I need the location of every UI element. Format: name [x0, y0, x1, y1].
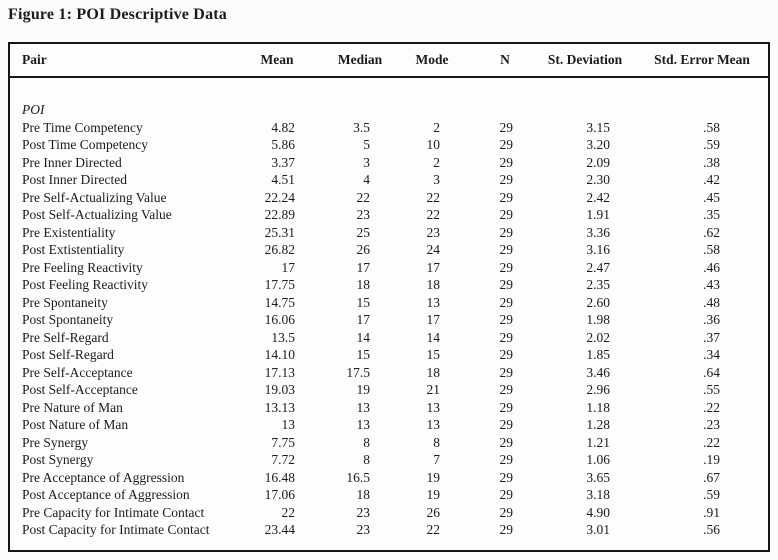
- cell-st-deviation: 3.65: [586, 469, 610, 485]
- cell-std-error-mean: .43: [703, 277, 720, 292]
- cell-st-deviation: 3.46: [586, 364, 610, 380]
- cell-st-deviation: 2.35: [586, 277, 610, 292]
- cell-pair: Post Self-Actualizing Value: [22, 207, 172, 222]
- cell-st-deviation: 3.16: [586, 242, 610, 257]
- figure-title: Figure 1: POI Descriptive Data: [8, 6, 227, 23]
- cell-mode: 18: [426, 364, 440, 380]
- cell-mean: 14.75: [264, 294, 295, 310]
- table-row: [10, 276, 768, 294]
- cell-median: 5: [363, 137, 370, 152]
- cell-median: 8: [363, 434, 370, 450]
- table-row: [10, 434, 768, 452]
- cell-mode: 22: [426, 522, 440, 537]
- cell-std-error-mean: .22: [703, 399, 720, 415]
- cell-std-error-mean: .23: [703, 417, 720, 432]
- cell-mode: 2: [433, 119, 440, 135]
- table-row: [10, 154, 768, 172]
- spacer-row: [10, 77, 768, 101]
- header-pair: Pair: [10, 44, 240, 77]
- cell-median: 13: [356, 417, 370, 432]
- table-body: [10, 77, 768, 539]
- table-row: [10, 311, 768, 329]
- cell-std-error-mean: .67: [703, 469, 720, 485]
- cell-pair: Post Spontaneity: [22, 312, 114, 327]
- cell-pair: Post Nature of Man: [22, 417, 129, 432]
- cell-mean: 22.24: [264, 189, 295, 205]
- header-median: Median: [306, 44, 388, 77]
- cell-st-deviation: 3.15: [586, 119, 610, 135]
- cell-n: 29: [499, 399, 513, 415]
- cell-median: 13: [356, 399, 370, 415]
- cell-st-deviation: 1.18: [586, 399, 610, 415]
- cell-n: 29: [499, 487, 513, 502]
- table-row: [10, 469, 768, 487]
- cell-std-error-mean: .58: [703, 119, 720, 135]
- cell-mode: 26: [426, 504, 440, 520]
- table-row: [10, 224, 768, 242]
- cell-n: 29: [499, 137, 513, 152]
- cell-n: 29: [499, 277, 513, 292]
- cell-median: 19: [356, 382, 370, 397]
- cell-n: 29: [499, 469, 513, 485]
- cell-pair: Pre Existentiality: [22, 224, 116, 240]
- cell-median: 15: [356, 347, 370, 362]
- table-row: [10, 521, 768, 539]
- cell-median: 26: [356, 242, 370, 257]
- cell-mean: 13: [281, 417, 295, 432]
- cell-st-deviation: 3.01: [586, 522, 610, 537]
- cell-pair: Post Time Competency: [22, 137, 149, 152]
- cell-mode: 19: [426, 487, 440, 502]
- cell-mode: 24: [426, 242, 440, 257]
- cell-pair: Pre Synergy: [22, 434, 89, 450]
- cell-mode: 3: [433, 172, 440, 187]
- cell-mode: 17: [426, 259, 440, 275]
- cell-median: 3: [363, 154, 370, 170]
- cell-mean: 22: [281, 504, 295, 520]
- cell-std-error-mean: .36: [703, 312, 720, 327]
- cell-mean: 14.10: [264, 347, 295, 362]
- cell-n: 29: [499, 434, 513, 450]
- cell-mode: 2: [433, 154, 440, 170]
- section-row: [10, 101, 768, 119]
- cell-st-deviation: 2.47: [586, 259, 610, 275]
- header-mean: Mean: [240, 44, 306, 77]
- table-row: [10, 136, 768, 154]
- cell-std-error-mean: .42: [703, 172, 720, 187]
- cell-mode: 10: [426, 137, 440, 152]
- cell-pair: Pre Self-Regard: [22, 329, 109, 345]
- cell-pair: Pre Self-Actualizing Value: [22, 189, 167, 205]
- spacer-cell: [10, 77, 768, 101]
- cell-std-error-mean: .62: [703, 224, 720, 240]
- cell-mean: 4.82: [271, 119, 295, 135]
- table-row: [10, 416, 768, 434]
- cell-mode: 17: [426, 312, 440, 327]
- cell-n: 29: [499, 172, 513, 187]
- cell-median: 15: [356, 294, 370, 310]
- section-label: POI: [22, 102, 45, 117]
- cell-mean: 23.44: [264, 522, 295, 537]
- cell-std-error-mean: .58: [703, 242, 720, 257]
- cell-st-deviation: 2.42: [586, 189, 610, 205]
- cell-mode: 8: [433, 434, 440, 450]
- cell-st-deviation: 1.98: [586, 312, 610, 327]
- cell-n: 29: [499, 294, 513, 310]
- table-row: [10, 294, 768, 312]
- cell-st-deviation: 1.91: [586, 207, 610, 222]
- cell-n: 29: [499, 347, 513, 362]
- cell-mean: 4.51: [271, 172, 295, 187]
- cell-mean: 7.75: [271, 434, 295, 450]
- cell-mean: 17.75: [264, 277, 295, 292]
- cell-mode: 21: [426, 382, 440, 397]
- cell-mean: 17.13: [264, 364, 295, 380]
- cell-std-error-mean: .34: [703, 347, 720, 362]
- cell-st-deviation: 2.02: [586, 329, 610, 345]
- cell-std-error-mean: .45: [703, 189, 720, 205]
- cell-st-deviation: 4.90: [586, 504, 610, 520]
- cell-n: 29: [499, 329, 513, 345]
- cell-n: 29: [499, 312, 513, 327]
- header-row: [10, 44, 768, 77]
- cell-mode: 13: [426, 417, 440, 432]
- cell-std-error-mean: .48: [703, 294, 720, 310]
- cell-st-deviation: 1.21: [586, 434, 610, 450]
- cell-pair: Pre Nature of Man: [22, 399, 123, 415]
- header-mode: Mode: [388, 44, 452, 77]
- cell-std-error-mean: .46: [703, 259, 720, 275]
- cell-std-error-mean: .22: [703, 434, 720, 450]
- table-row: [10, 346, 768, 364]
- cell-mean: 13.13: [264, 399, 295, 415]
- cell-median: 17: [356, 259, 370, 275]
- cell-n: 29: [499, 452, 513, 467]
- cell-mean: 19.03: [264, 382, 295, 397]
- cell-pair: Post Self-Regard: [22, 347, 114, 362]
- cell-median: 23: [356, 207, 370, 222]
- cell-std-error-mean: .59: [703, 487, 720, 502]
- cell-mode: 19: [426, 469, 440, 485]
- cell-mean: 7.72: [271, 452, 295, 467]
- cell-pair: Post Synergy: [22, 452, 94, 467]
- cell-pair: Post Capacity for Intimate Contact: [22, 522, 210, 537]
- cell-n: 29: [499, 522, 513, 537]
- cell-median: 25: [356, 224, 370, 240]
- cell-pair: Post Feeling Reactivity: [22, 277, 148, 292]
- cell-st-deviation: 2.96: [586, 382, 610, 397]
- cell-pair: Post Extistentiality: [22, 242, 125, 257]
- cell-st-deviation: 2.60: [586, 294, 610, 310]
- cell-st-deviation: 1.06: [586, 452, 610, 467]
- cell-st-deviation: 3.36: [586, 224, 610, 240]
- cell-std-error-mean: .64: [703, 364, 720, 380]
- cell-mode: 15: [426, 347, 440, 362]
- header-std-error-mean: Std. Error Mean: [636, 44, 768, 77]
- table-row: [10, 451, 768, 469]
- cell-median: 4: [363, 172, 370, 187]
- cell-median: 3.5: [353, 119, 370, 135]
- cell-pair: Pre Capacity for Intimate Contact: [22, 504, 205, 520]
- cell-std-error-mean: .91: [703, 504, 720, 520]
- table-row: [10, 329, 768, 347]
- table-row: [10, 189, 768, 207]
- cell-mean: 16.48: [264, 469, 295, 485]
- cell-st-deviation: 2.09: [586, 154, 610, 170]
- table-row: [10, 259, 768, 277]
- cell-mean: 16.06: [264, 312, 295, 327]
- cell-n: 29: [499, 189, 513, 205]
- cell-mode: 22: [426, 207, 440, 222]
- cell-pair: Pre Spontaneity: [22, 294, 108, 310]
- cell-std-error-mean: .59: [703, 137, 720, 152]
- cell-st-deviation: 1.28: [586, 417, 610, 432]
- cell-median: 23: [356, 504, 370, 520]
- table-row: [10, 206, 768, 224]
- cell-mean: 5.86: [271, 137, 295, 152]
- cell-std-error-mean: .35: [703, 207, 720, 222]
- cell-st-deviation: 1.85: [586, 347, 610, 362]
- cell-st-deviation: 2.30: [586, 172, 610, 187]
- table-row: [10, 171, 768, 189]
- header-n: N: [452, 44, 520, 77]
- cell-std-error-mean: .55: [703, 382, 720, 397]
- cell-mode: 13: [426, 399, 440, 415]
- header-st-deviation: St. Deviation: [520, 44, 636, 77]
- cell-mode: 7: [433, 452, 440, 467]
- cell-median: 16.5: [346, 469, 370, 485]
- table-row: [10, 241, 768, 259]
- cell-std-error-mean: .56: [703, 522, 720, 537]
- cell-median: 17: [356, 312, 370, 327]
- cell-n: 29: [499, 504, 513, 520]
- cell-n: 29: [499, 259, 513, 275]
- cell-n: 29: [499, 207, 513, 222]
- cell-mode: 23: [426, 224, 440, 240]
- cell-std-error-mean: .19: [703, 452, 720, 467]
- cell-pair: Post Self-Acceptance: [22, 382, 138, 397]
- cell-mean: 25.31: [264, 224, 295, 240]
- cell-n: 29: [499, 382, 513, 397]
- cell-mean: 13.5: [271, 329, 295, 345]
- cell-median: 22: [356, 189, 370, 205]
- cell-mode: 13: [426, 294, 440, 310]
- cell-mean: 26.82: [264, 242, 295, 257]
- poi-descriptive-table: [10, 44, 768, 539]
- cell-n: 29: [499, 417, 513, 432]
- table-row: [10, 119, 768, 137]
- cell-std-error-mean: .37: [703, 329, 720, 345]
- table-row: [10, 486, 768, 504]
- cell-mode: 18: [426, 277, 440, 292]
- cell-median: 17.5: [346, 364, 370, 380]
- cell-pair: Pre Inner Directed: [22, 154, 122, 170]
- cell-pair: Post Inner Directed: [22, 172, 127, 187]
- cell-n: 29: [499, 224, 513, 240]
- cell-n: 29: [499, 364, 513, 380]
- cell-mean: 22.89: [264, 207, 295, 222]
- cell-median: 23: [356, 522, 370, 537]
- cell-st-deviation: 3.18: [586, 487, 610, 502]
- cell-pair: Pre Self-Acceptance: [22, 364, 133, 380]
- cell-median: 14: [356, 329, 370, 345]
- cell-n: 29: [499, 242, 513, 257]
- cell-mode: 14: [426, 329, 440, 345]
- cell-mean: 17.06: [264, 487, 295, 502]
- cell-pair: Pre Acceptance of Aggression: [22, 469, 185, 485]
- cell-mean: 3.37: [271, 154, 295, 170]
- cell-median: 18: [356, 487, 370, 502]
- cell-std-error-mean: .38: [703, 154, 720, 170]
- table-frame: [8, 42, 770, 552]
- cell-n: 29: [499, 119, 513, 135]
- cell-pair: Pre Feeling Reactivity: [22, 259, 143, 275]
- cell-n: 29: [499, 154, 513, 170]
- table-row: [10, 381, 768, 399]
- table-row: [10, 399, 768, 417]
- cell-pair: Post Acceptance of Aggression: [22, 487, 190, 502]
- cell-median: 8: [363, 452, 370, 467]
- cell-pair: Pre Time Competency: [22, 119, 143, 135]
- cell-mode: 22: [426, 189, 440, 205]
- cell-mean: 17: [281, 259, 295, 275]
- cell-median: 18: [356, 277, 370, 292]
- cell-st-deviation: 3.20: [586, 137, 610, 152]
- table-row: [10, 364, 768, 382]
- table-row: [10, 504, 768, 522]
